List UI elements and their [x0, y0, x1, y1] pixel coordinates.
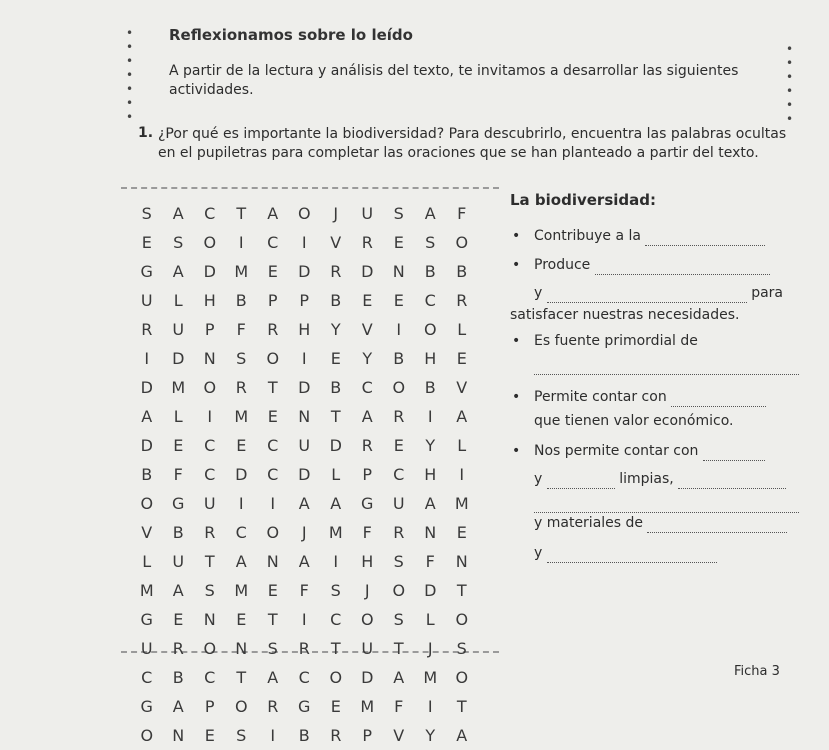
- grid-cell[interactable]: G: [140, 262, 153, 281]
- sentence-5c: [534, 514, 787, 533]
- sentence-5-text: Nos permite contar con: [534, 443, 699, 459]
- grid-cell[interactable]: S: [456, 639, 467, 658]
- bullet: •: [512, 257, 521, 273]
- grid-cell[interactable]: E: [456, 349, 467, 368]
- grid-cell[interactable]: E: [267, 262, 278, 281]
- grid-cell[interactable]: A: [141, 407, 153, 426]
- sentence-1: [534, 227, 765, 246]
- grid-cell[interactable]: S: [393, 204, 404, 223]
- grid-cell[interactable]: I: [333, 552, 339, 571]
- blank-7[interactable]: [547, 470, 615, 489]
- blank-9[interactable]: [534, 494, 799, 513]
- grid-cell[interactable]: V: [456, 378, 468, 397]
- grid-cell[interactable]: B: [235, 291, 247, 310]
- grid-cell[interactable]: R: [172, 639, 184, 658]
- grid-row: [131, 460, 478, 489]
- sentence-4b: que tienen valor económico.: [534, 413, 734, 429]
- bullet: •: [512, 333, 521, 349]
- grid-cell[interactable]: E: [393, 436, 404, 455]
- grid-cell[interactable]: I: [270, 726, 276, 745]
- grid-row: [131, 663, 478, 692]
- grid-cell[interactable]: V: [141, 523, 153, 542]
- grid-cell[interactable]: I: [144, 349, 150, 368]
- sentence-2b-para: para: [751, 285, 784, 301]
- grid-cell[interactable]: A: [456, 407, 468, 426]
- grid-cell[interactable]: C: [267, 465, 279, 484]
- grid-cell[interactable]: C: [298, 668, 310, 687]
- grid-cell[interactable]: C: [204, 204, 216, 223]
- grid-cell[interactable]: R: [298, 639, 310, 658]
- blank-8[interactable]: [678, 470, 786, 489]
- grid-cell[interactable]: A: [393, 668, 405, 687]
- grid-cell[interactable]: E: [204, 726, 215, 745]
- sentence-2b: [534, 284, 783, 303]
- grid-cell[interactable]: M: [328, 523, 343, 542]
- sentence-5d-y: y: [534, 545, 543, 561]
- grid-cell[interactable]: E: [330, 697, 341, 716]
- grid-cell[interactable]: A: [330, 494, 342, 513]
- grid-cell[interactable]: M: [234, 262, 249, 281]
- grid-cell[interactable]: A: [424, 204, 436, 223]
- grid-cell[interactable]: C: [204, 436, 216, 455]
- grid-cell[interactable]: F: [425, 552, 435, 571]
- section-title: Reflexionamos sobre lo leído: [169, 26, 413, 44]
- grid-cell[interactable]: U: [361, 639, 374, 658]
- grid-cell[interactable]: A: [172, 581, 184, 600]
- grid-row: [131, 257, 478, 286]
- sentence-5b-y: y: [534, 471, 543, 487]
- grid-cell[interactable]: T: [236, 668, 247, 687]
- grid-cell[interactable]: C: [235, 523, 247, 542]
- grid-cell[interactable]: T: [330, 407, 341, 426]
- grid-cell[interactable]: R: [361, 233, 373, 252]
- sentence-5-line: [534, 494, 799, 513]
- grid-cell[interactable]: V: [361, 320, 373, 339]
- grid-cell[interactable]: U: [203, 494, 216, 513]
- grid-cell[interactable]: S: [330, 581, 341, 600]
- grid-cell[interactable]: A: [172, 204, 184, 223]
- blank-4[interactable]: [534, 356, 799, 375]
- grid-cell[interactable]: S: [393, 552, 404, 571]
- grid-cell[interactable]: G: [361, 494, 374, 513]
- grid-cell[interactable]: L: [173, 407, 183, 426]
- grid-row: [131, 547, 478, 576]
- grid-cell[interactable]: M: [139, 581, 154, 600]
- grid-cell[interactable]: N: [172, 726, 185, 745]
- grid-cell[interactable]: P: [204, 697, 215, 716]
- grid-cell[interactable]: E: [236, 436, 247, 455]
- grid-cell[interactable]: L: [331, 465, 341, 484]
- grid-cell[interactable]: E: [267, 407, 278, 426]
- grid-cell[interactable]: A: [267, 204, 279, 223]
- grid-cell[interactable]: T: [393, 639, 404, 658]
- grid-cell[interactable]: T: [267, 378, 278, 397]
- grid-cell[interactable]: J: [427, 639, 433, 658]
- grid-cell[interactable]: C: [393, 465, 405, 484]
- sentence-5c-text: y materiales de: [534, 515, 644, 531]
- grid-cell[interactable]: D: [361, 262, 374, 281]
- word-search-grid: [131, 199, 478, 750]
- grid-cell[interactable]: M: [360, 697, 375, 716]
- grid-cell[interactable]: B: [172, 523, 184, 542]
- grid-cell[interactable]: B: [393, 349, 405, 368]
- grid-row: [131, 634, 478, 663]
- grid-cell[interactable]: O: [455, 610, 469, 629]
- grid-cell[interactable]: B: [141, 465, 153, 484]
- grid-cell[interactable]: B: [456, 262, 468, 281]
- grid-cell[interactable]: O: [140, 494, 154, 513]
- grid-cell[interactable]: D: [298, 465, 311, 484]
- grid-row: [131, 489, 478, 518]
- grid-cell[interactable]: O: [266, 523, 280, 542]
- sentence-1-text: Contribuye a la: [534, 228, 641, 244]
- grid-cell[interactable]: P: [299, 291, 310, 310]
- grid-cell[interactable]: U: [140, 639, 153, 658]
- grid-cell[interactable]: Y: [425, 726, 436, 745]
- grid-cell[interactable]: E: [236, 610, 247, 629]
- grid-row: [131, 721, 478, 750]
- grid-cell[interactable]: R: [456, 291, 468, 310]
- grid-cell[interactable]: H: [298, 320, 311, 339]
- grid-row: [131, 228, 478, 257]
- grid-cell[interactable]: I: [238, 494, 244, 513]
- grid-cell[interactable]: S: [173, 233, 184, 252]
- blank-1[interactable]: [645, 227, 765, 246]
- blank-3[interactable]: [547, 284, 747, 303]
- grid-cell[interactable]: Y: [425, 436, 436, 455]
- grid-cell[interactable]: O: [455, 233, 469, 252]
- grid-row: [131, 692, 478, 721]
- grid-cell[interactable]: H: [361, 552, 374, 571]
- grid-cell[interactable]: I: [207, 407, 213, 426]
- grid-cell[interactable]: T: [456, 697, 467, 716]
- grid-cell[interactable]: I: [427, 407, 433, 426]
- grid-cell[interactable]: O: [266, 349, 280, 368]
- grid-cell[interactable]: O: [360, 610, 374, 629]
- grid-cell[interactable]: L: [173, 291, 183, 310]
- grid-cell[interactable]: R: [361, 436, 373, 455]
- grid-cell[interactable]: M: [234, 407, 249, 426]
- grid-cell[interactable]: D: [203, 262, 216, 281]
- grid-cell[interactable]: P: [362, 465, 373, 484]
- blank-6[interactable]: [703, 442, 765, 461]
- sentence-5b-limpias: limpias,: [619, 471, 674, 487]
- grid-cell[interactable]: S: [236, 726, 247, 745]
- grid-row: [131, 402, 478, 431]
- grid-row: [131, 576, 478, 605]
- grid-cell[interactable]: R: [330, 726, 342, 745]
- grid-cell[interactable]: Y: [362, 349, 373, 368]
- sentence-4: [534, 388, 766, 407]
- grid-cell[interactable]: G: [298, 697, 311, 716]
- grid-cell[interactable]: Y: [330, 320, 341, 339]
- grid-cell[interactable]: R: [267, 697, 279, 716]
- grid-cell[interactable]: A: [298, 552, 310, 571]
- grid-cell[interactable]: D: [235, 465, 248, 484]
- grid-cell[interactable]: F: [173, 465, 183, 484]
- grid-cell[interactable]: E: [267, 581, 278, 600]
- grid-cell[interactable]: O: [203, 639, 217, 658]
- grid-cell[interactable]: I: [301, 233, 307, 252]
- grid-cell[interactable]: O: [203, 233, 217, 252]
- grid-cell[interactable]: I: [301, 349, 307, 368]
- grid-cell[interactable]: U: [172, 320, 185, 339]
- grid-cell[interactable]: J: [301, 523, 307, 542]
- grid-cell[interactable]: E: [173, 610, 184, 629]
- sentence-3: Es fuente primordial de: [534, 333, 698, 349]
- grid-cell[interactable]: I: [459, 465, 465, 484]
- sentence-2c: satisfacer nuestras necesidades.: [510, 307, 740, 323]
- grid-cell[interactable]: E: [330, 349, 341, 368]
- grid-cell[interactable]: T: [267, 610, 278, 629]
- grid-cell[interactable]: C: [424, 291, 436, 310]
- grid-cell[interactable]: V: [393, 726, 405, 745]
- grid-cell[interactable]: A: [172, 262, 184, 281]
- bullet: •: [512, 443, 521, 459]
- grid-cell[interactable]: H: [424, 349, 437, 368]
- grid-cell[interactable]: D: [172, 349, 185, 368]
- grid-cell[interactable]: T: [330, 639, 341, 658]
- grid-cell[interactable]: E: [393, 233, 404, 252]
- grid-cell[interactable]: T: [236, 204, 247, 223]
- grid-cell[interactable]: C: [330, 610, 342, 629]
- grid-cell[interactable]: H: [203, 291, 216, 310]
- grid-cell[interactable]: S: [141, 204, 152, 223]
- sentence-4-text: Permite contar con: [534, 389, 667, 405]
- grid-cell[interactable]: N: [298, 407, 311, 426]
- grid-cell[interactable]: O: [140, 726, 154, 745]
- grid-cell[interactable]: R: [267, 320, 279, 339]
- grid-cell[interactable]: F: [362, 523, 372, 542]
- grid-cell[interactable]: L: [425, 610, 435, 629]
- grid-cell[interactable]: H: [424, 465, 437, 484]
- grid-cell[interactable]: L: [457, 320, 467, 339]
- grid-cell[interactable]: B: [330, 291, 342, 310]
- grid-cell[interactable]: N: [266, 552, 279, 571]
- grid-cell[interactable]: D: [140, 436, 153, 455]
- grid-cell[interactable]: F: [236, 320, 246, 339]
- grid-cell[interactable]: C: [267, 233, 279, 252]
- grid-cell[interactable]: N: [203, 349, 216, 368]
- bullet: •: [512, 389, 521, 405]
- intro-text: A partir de la lectura y análisis del texto, te invitamos a desarrollar las siguientes actividades.: [169, 63, 739, 98]
- grid-cell[interactable]: U: [172, 552, 185, 571]
- grid-cell[interactable]: U: [392, 494, 405, 513]
- blank-5[interactable]: [671, 388, 766, 407]
- grid-cell[interactable]: D: [361, 668, 374, 687]
- blank-11[interactable]: [547, 544, 717, 563]
- question-number: 1.: [138, 125, 154, 141]
- grid-cell[interactable]: T: [204, 552, 215, 571]
- grid-cell[interactable]: O: [423, 320, 437, 339]
- grid-cell[interactable]: A: [235, 552, 247, 571]
- grid-cell[interactable]: A: [172, 697, 184, 716]
- grid-cell[interactable]: D: [424, 581, 437, 600]
- sentence-2-text: Produce: [534, 257, 591, 273]
- grid-cell[interactable]: S: [204, 581, 215, 600]
- grid-cell[interactable]: F: [394, 697, 404, 716]
- grid-cell[interactable]: D: [329, 436, 342, 455]
- grid-row: [131, 605, 478, 634]
- grid-cell[interactable]: O: [392, 378, 406, 397]
- grid-cell[interactable]: A: [267, 668, 279, 687]
- grid-cell[interactable]: R: [141, 320, 153, 339]
- grid-cell[interactable]: B: [330, 378, 342, 397]
- grid-row: [131, 373, 478, 402]
- grid-cell[interactable]: R: [235, 378, 247, 397]
- grid-cell[interactable]: A: [456, 726, 468, 745]
- grid-cell[interactable]: A: [298, 494, 310, 513]
- grid-cell[interactable]: D: [298, 262, 311, 281]
- grid-cell[interactable]: N: [424, 523, 437, 542]
- grid-cell[interactable]: U: [140, 291, 153, 310]
- grid-cell[interactable]: O: [297, 204, 311, 223]
- decorative-dots-left: • • • • • • •: [126, 26, 134, 124]
- grid-cell[interactable]: B: [424, 378, 436, 397]
- grid-cell[interactable]: E: [173, 436, 184, 455]
- grid-cell[interactable]: I: [270, 494, 276, 513]
- grid-cell[interactable]: N: [392, 262, 405, 281]
- grid-cell[interactable]: I: [301, 610, 307, 629]
- grid-cell[interactable]: U: [298, 436, 311, 455]
- grid-cell[interactable]: C: [267, 436, 279, 455]
- grid-cell[interactable]: U: [361, 204, 374, 223]
- decorative-dots-right: • • • • • •: [786, 42, 794, 126]
- grid-cell[interactable]: G: [172, 494, 185, 513]
- grid-cell[interactable]: M: [454, 494, 469, 513]
- grid-cell[interactable]: O: [203, 378, 217, 397]
- grid-cell[interactable]: C: [361, 378, 373, 397]
- question-text: ¿Por qué es importante la biodiversidad? Para descubrirlo, encuentra las palabras ocultas en el pupiletras para completar las oraciones que se han planteado a partir del texto.: [158, 126, 787, 161]
- grid-cell[interactable]: E: [393, 291, 404, 310]
- grid-cell[interactable]: E: [141, 233, 152, 252]
- grid-cell[interactable]: A: [424, 494, 436, 513]
- grid-cell[interactable]: R: [330, 262, 342, 281]
- grid-cell[interactable]: S: [425, 233, 436, 252]
- grid-cell[interactable]: P: [204, 320, 215, 339]
- grid-cell[interactable]: I: [427, 697, 433, 716]
- grid-cell[interactable]: E: [362, 291, 373, 310]
- sentence-2: [534, 256, 770, 275]
- grid-cell[interactable]: R: [204, 523, 216, 542]
- grid-cell[interactable]: P: [362, 726, 373, 745]
- grid-cell[interactable]: G: [140, 610, 153, 629]
- grid-row: [131, 199, 478, 228]
- grid-cell[interactable]: N: [203, 610, 216, 629]
- grid-cell[interactable]: P: [267, 291, 278, 310]
- grid-row: [131, 344, 478, 373]
- grid-cell[interactable]: O: [329, 668, 343, 687]
- grid-cell[interactable]: S: [267, 639, 278, 658]
- grid-cell[interactable]: B: [424, 262, 436, 281]
- grid-cell[interactable]: R: [393, 523, 405, 542]
- grid-cell[interactable]: I: [238, 233, 244, 252]
- sentence-5: [534, 442, 765, 461]
- grid-cell[interactable]: A: [361, 407, 373, 426]
- grid-cell[interactable]: B: [298, 726, 310, 745]
- sentence-5d: [534, 544, 717, 563]
- bullet: •: [512, 228, 521, 244]
- grid-cell[interactable]: N: [455, 552, 468, 571]
- grid-cell[interactable]: V: [330, 233, 342, 252]
- grid-cell[interactable]: L: [142, 552, 152, 571]
- blank-2[interactable]: [595, 256, 770, 275]
- grid-cell[interactable]: S: [236, 349, 247, 368]
- grid-cell[interactable]: D: [140, 378, 153, 397]
- grid-cell[interactable]: L: [457, 436, 467, 455]
- grid-cell[interactable]: D: [298, 378, 311, 397]
- ficha-label: Ficha 3: [734, 664, 780, 679]
- blank-10[interactable]: [647, 514, 787, 533]
- grid-cell[interactable]: C: [204, 465, 216, 484]
- grid-cell[interactable]: F: [299, 581, 309, 600]
- grid-row: [131, 431, 478, 460]
- sentence-5b: [534, 470, 786, 489]
- grid-cell[interactable]: O: [234, 697, 248, 716]
- grid-cell[interactable]: R: [393, 407, 405, 426]
- sentence-3-line: [534, 356, 799, 375]
- sentence-2b-y: y: [534, 285, 543, 301]
- grid-cell[interactable]: M: [423, 668, 438, 687]
- grid-row: [131, 518, 478, 547]
- grid-cell[interactable]: I: [396, 320, 402, 339]
- grid-cell[interactable]: J: [364, 581, 370, 600]
- grid-cell[interactable]: C: [141, 668, 153, 687]
- grid-row: [131, 315, 478, 344]
- grid-cell[interactable]: O: [455, 668, 469, 687]
- grid-cell[interactable]: T: [456, 581, 467, 600]
- grid-cell[interactable]: G: [140, 697, 153, 716]
- grid-cell[interactable]: S: [393, 610, 404, 629]
- grid-cell[interactable]: E: [456, 523, 467, 542]
- grid-cell[interactable]: F: [457, 204, 467, 223]
- grid-cell[interactable]: M: [234, 581, 249, 600]
- grid-cell[interactable]: J: [333, 204, 339, 223]
- grid-cell[interactable]: M: [171, 378, 186, 397]
- grid-cell[interactable]: O: [392, 581, 406, 600]
- bio-title: La biodiversidad:: [510, 191, 656, 209]
- grid-cell[interactable]: B: [172, 668, 184, 687]
- grid-cell[interactable]: N: [235, 639, 248, 658]
- grid-row: [131, 286, 478, 315]
- grid-cell[interactable]: C: [204, 668, 216, 687]
